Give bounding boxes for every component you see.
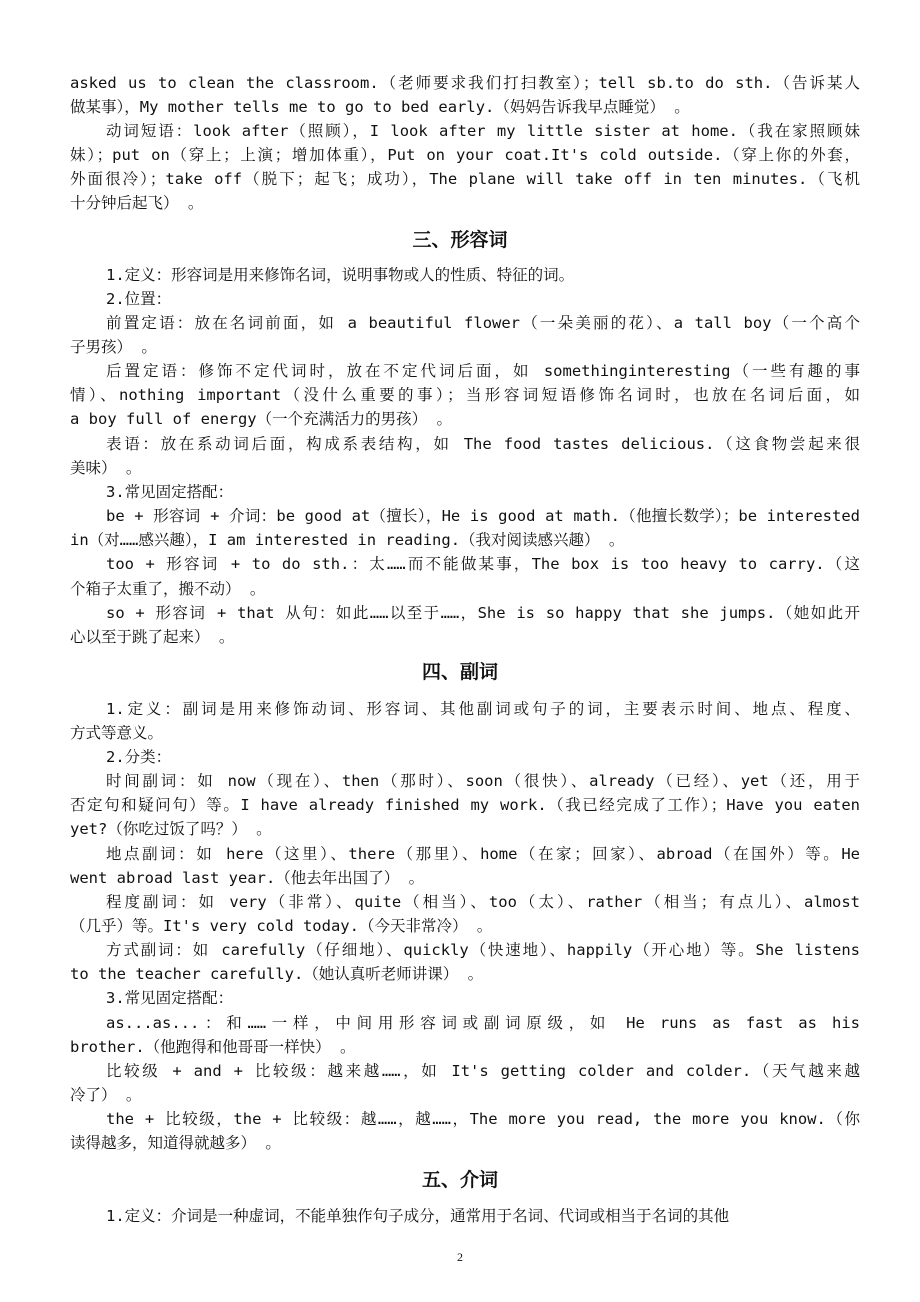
paragraph-first-line: so + 形容词 + that 从句：如此……以至于……，She is so happy that she jumps.（她如此开 — [106, 604, 860, 622]
paragraph-first-line: too + 形容词 + to do sth.：太……而不能做某事，The box is too heavy to carry.（这 — [106, 555, 860, 573]
paragraph-line: 冷了） 。 — [70, 1086, 142, 1104]
paragraph-first-line: 1.定义：副词是用来修饰动词、形容词、其他副词或句子的词，主要表示时间、地点、程度、 — [106, 700, 860, 718]
paragraph-line: a boy full of energy（一个充满活力的男孩） 。 — [70, 410, 452, 428]
paragraph-first-line: 时间副词：如 now（现在）、then（那时）、soon（很快）、already（已经）、yet（还，用于 — [106, 772, 860, 790]
paragraph-first-line: 动词短语：look after（照顾），I look after my little sister at home.（我在家照顾妹 — [106, 122, 860, 140]
paragraph-line: 心以至于跳了起来） 。 — [70, 628, 235, 646]
paragraph-line: 美味） 。 — [70, 459, 142, 477]
paragraph-line: 读得越多，知道得就越多） 。 — [70, 1134, 281, 1152]
paragraph-first-line: 比较级 + and + 比较级：越来越……，如 It's getting colder and colder.（天气越来越 — [106, 1062, 860, 1080]
paragraph-line: 妹）；put on（穿上；上演；增加体重），Put on your coat.It's cold outside.（穿上你的外套， — [70, 146, 860, 164]
paragraph-line: 子男孩） 。 — [70, 338, 157, 356]
paragraph-first-line: 3.常见固定搭配： — [106, 483, 234, 501]
paragraph-first-line: 地点副词：如 here（这里）、there（那里）、home（在家；回家）、abroad（在国外）等。He — [106, 845, 860, 863]
paragraph-first-line: 表语：放在系动词后面，构成系表结构，如 The food tastes delicious.（这食物尝起来很 — [106, 435, 860, 453]
paragraph-first-line: as...as...：和……一样，中间用形容词或副词原级，如 He runs as fast as his — [106, 1014, 860, 1032]
paragraph-line: brother.（他跑得和他哥哥一样快） 。 — [70, 1038, 356, 1056]
paragraph-line: to the teacher carefully.（她认真听老师讲课） 。 — [70, 965, 484, 983]
paragraph-first-line: 2.位置： — [106, 290, 172, 308]
paragraph-line: yet?（你吃过饭了吗？） 。 — [70, 820, 272, 838]
paragraph-line: （几乎）等。It's very cold today.（今天非常冷） 。 — [70, 917, 493, 935]
paragraph-line: 外面很冷）；take off（脱下；起飞；成功），The plane will take off in ten minutes.（飞机 — [70, 170, 860, 188]
section-heading: 四、副词 — [421, 661, 498, 683]
paragraph-first-line: 方式副词：如 carefully（仔细地）、quickly（快速地）、happily（开心地）等。She listens — [106, 941, 860, 959]
paragraph-line: 十分钟后起飞） 。 — [70, 194, 204, 212]
paragraph-first-line: be + 形容词 + 介词：be good at（擅长），He is good at math.（他擅长数学）；be interested — [106, 507, 860, 525]
paragraph-line: asked us to clean the classroom.（老师要求我们打扫教室）；tell sb.to do sth.（告诉某人 — [70, 74, 860, 92]
page-number: 2 — [457, 1250, 463, 1264]
paragraph-first-line: 1.定义：形容词是用来修饰名词，说明事物或人的性质、特征的词。 — [106, 266, 575, 284]
paragraph-line: 方式等意义。 — [70, 724, 164, 742]
paragraph-first-line: 后置定语：修饰不定代词时，放在不定代词后面，如 somethinginteresting（一些有趣的事 — [106, 362, 860, 380]
paragraph-line: 个箱子太重了，搬不动） 。 — [70, 580, 266, 598]
section-heading: 五、介词 — [421, 1169, 498, 1191]
paragraph-line: in（对……感兴趣），I am interested in reading.（我对阅读感兴趣） 。 — [70, 531, 625, 549]
paragraph-first-line: 前置定语：放在名词前面，如 a beautiful flower（一朵美丽的花）、a tall boy（一个高个 — [106, 314, 860, 332]
paragraph-first-line: 3.常见固定搭配： — [106, 989, 234, 1007]
paragraph-first-line: 2.分类： — [106, 748, 172, 766]
paragraph-line: 否定句和疑问句）等。I have already finished my work.（我已经完成了工作）；Have you eaten — [70, 796, 860, 814]
paragraph-line: 做某事），My mother tells me to go to bed early.（妈妈告诉我早点睡觉） 。 — [70, 98, 690, 116]
paragraph-line: 情）、nothing important（没什么重要的事）；当形容词短语修饰名词时，也放在名词后面，如 — [70, 386, 860, 404]
paragraph-first-line: 1.定义：介词是一种虚词，不能单独作句子成分，通常用于名词、代词或相当于名词的其他 — [106, 1207, 730, 1225]
paragraph-line: went abroad last year.（他去年出国了） 。 — [70, 869, 425, 887]
section-heading: 三、形容词 — [412, 229, 508, 251]
paragraph-first-line: 程度副词：如 very（非常）、quite（相当）、too（太）、rather（相当；有点儿）、almost — [106, 893, 860, 911]
paragraph-first-line: the + 比较级，the + 比较级：越……，越……，The more you read, the more you know.（你 — [106, 1110, 860, 1128]
